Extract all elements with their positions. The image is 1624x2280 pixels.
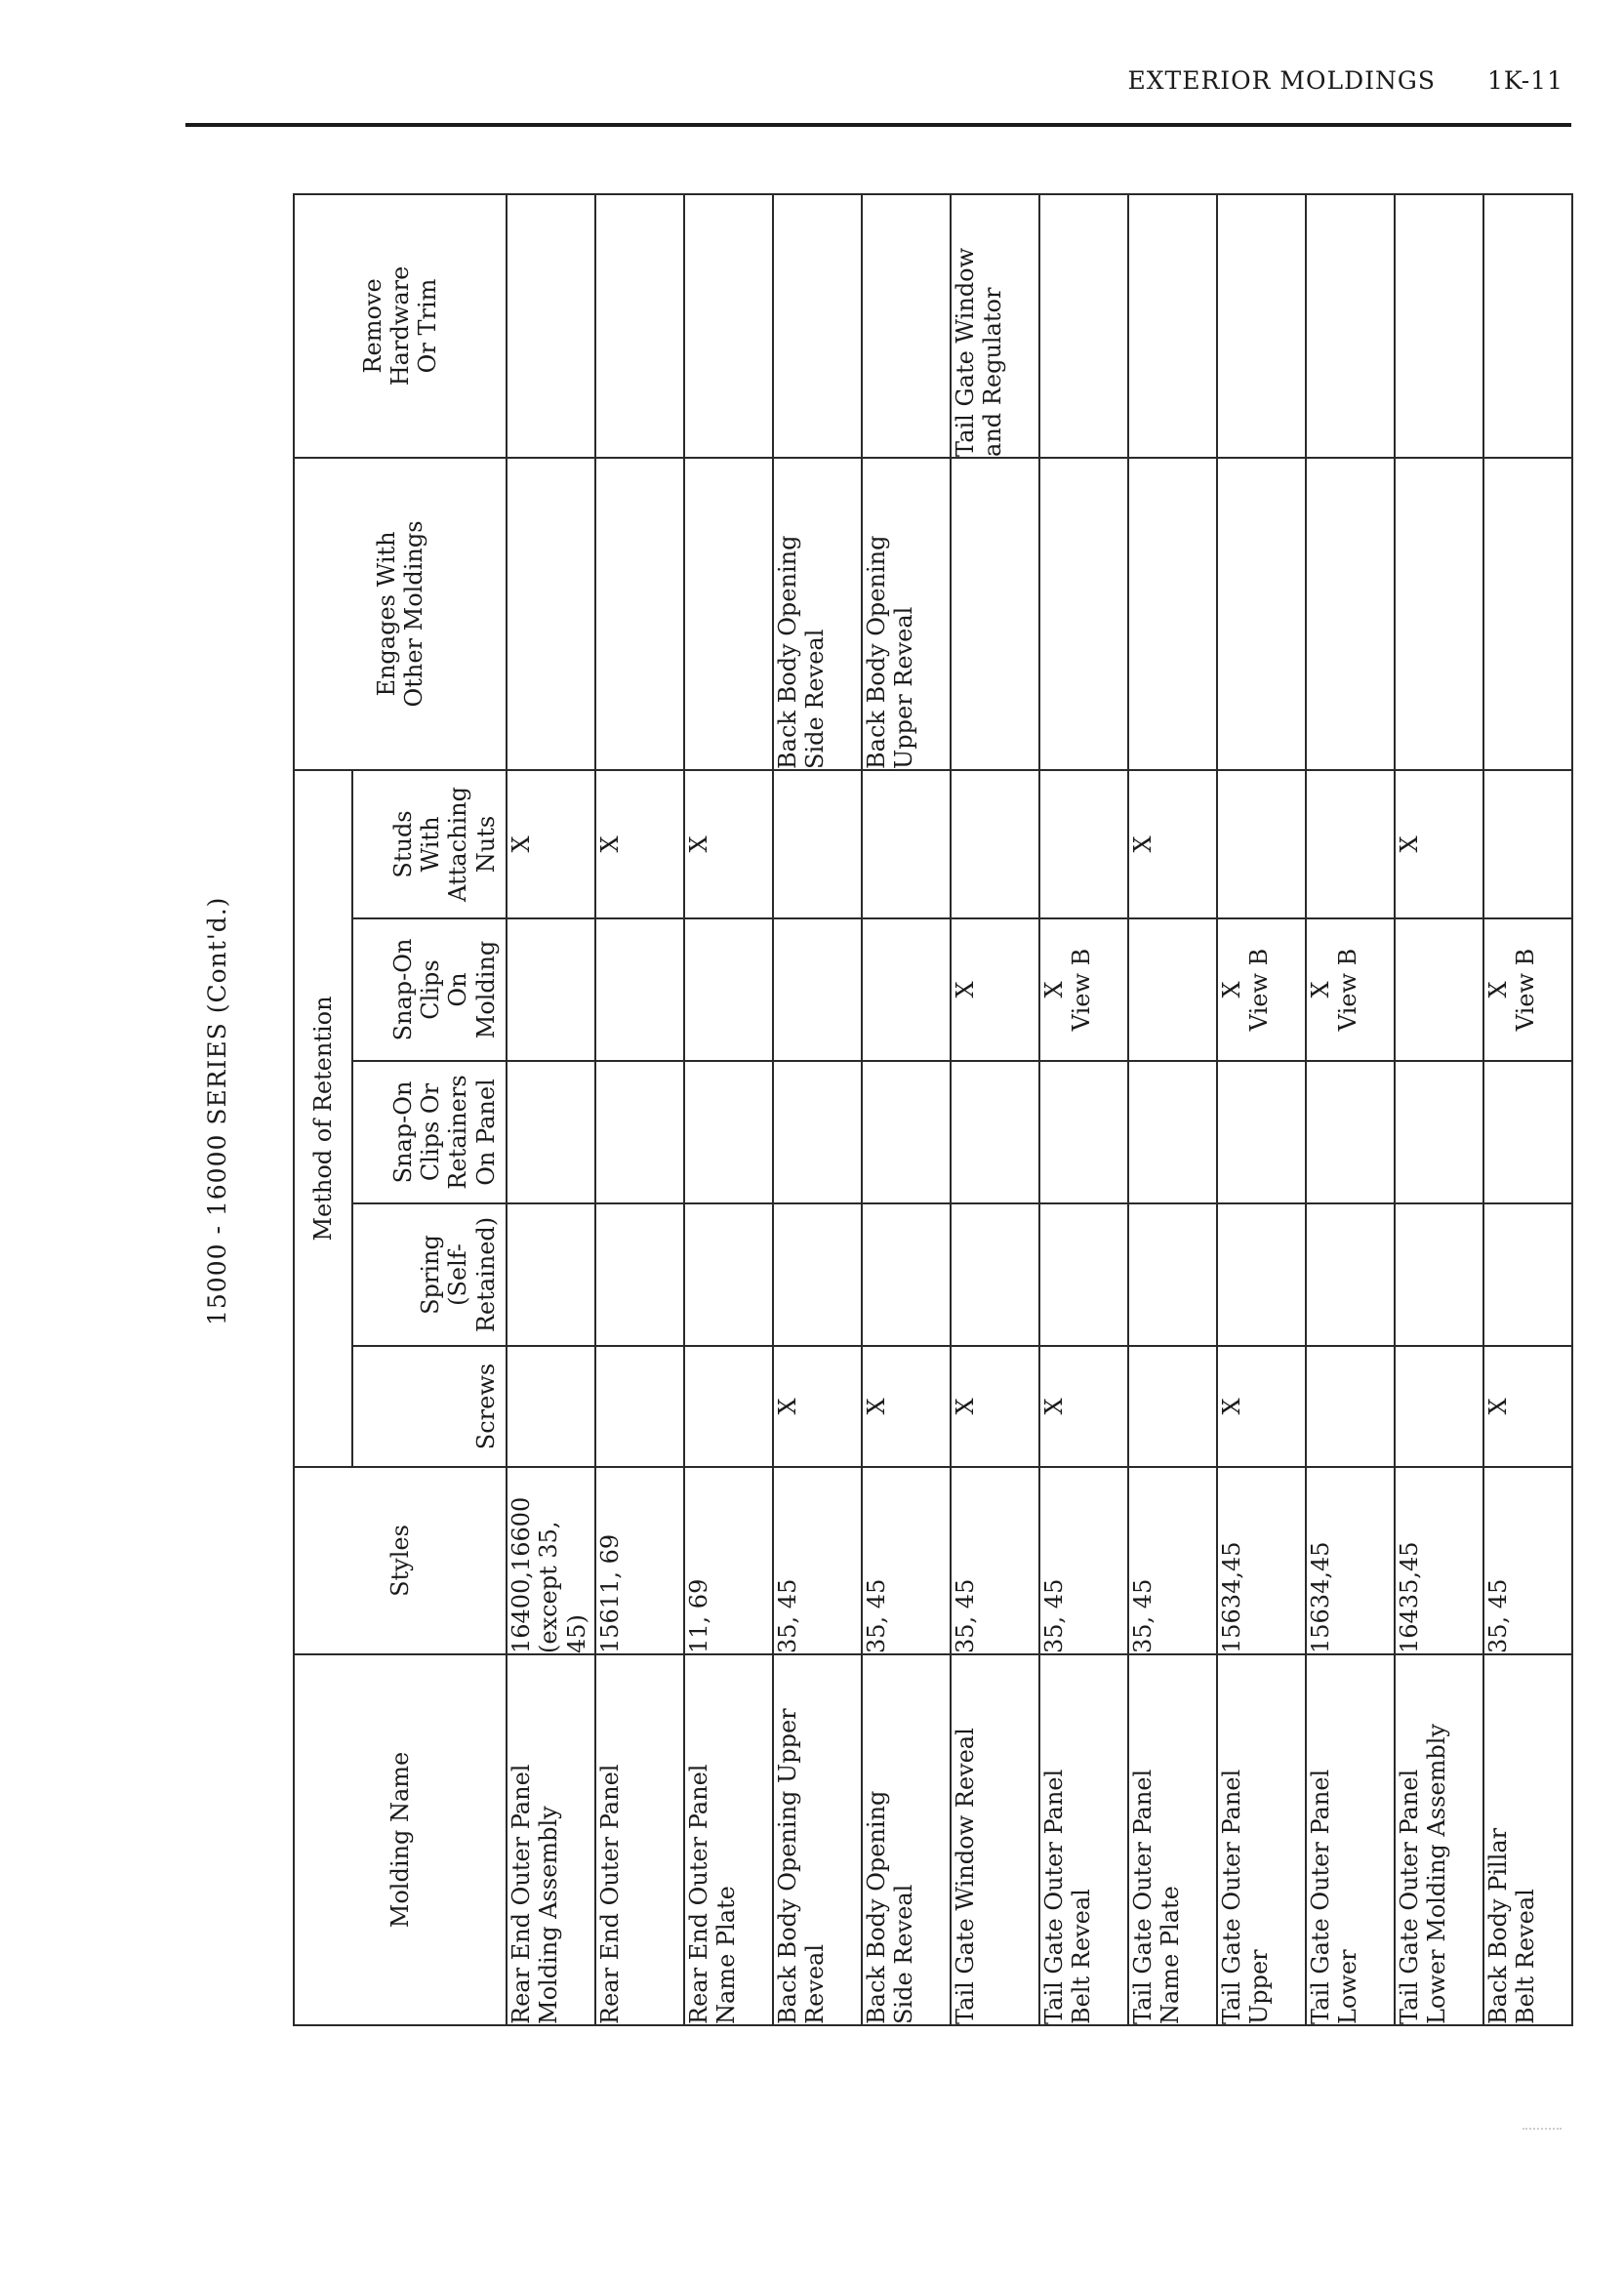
col-screws: Screws xyxy=(352,1346,507,1467)
snap-molding-line: X xyxy=(1218,981,1245,998)
remove-cell xyxy=(773,194,862,458)
snap-molding-cell xyxy=(1039,918,1128,1061)
screws-cell xyxy=(951,1346,1039,1467)
table-row xyxy=(773,194,862,2025)
remove-cell xyxy=(507,194,595,458)
snap-molding-cell xyxy=(1306,918,1395,1061)
col-studs-line: Nuts xyxy=(471,815,500,874)
snap-molding-line: X xyxy=(1040,981,1068,998)
section-title: EXTERIOR MOLDINGS xyxy=(1127,66,1437,95)
name-line: Tail Gate Outer Panel xyxy=(1218,1769,1245,2024)
remove-line: and Regulator xyxy=(979,287,1007,457)
snap-panel-cell xyxy=(1395,1061,1483,1203)
table-row xyxy=(1039,194,1128,2025)
col-snap-molding-line: Clips xyxy=(417,959,445,1020)
name-line: Back Body Pillar xyxy=(1484,1827,1512,2024)
table-row xyxy=(1306,194,1395,2025)
name-line: Lower Molding Assembly xyxy=(1423,1724,1451,2024)
spring-cell xyxy=(951,1203,1039,1346)
styles-line: 15611, 69 xyxy=(596,1533,624,1653)
molding-name-cell xyxy=(1306,1654,1395,2025)
table-row xyxy=(1395,194,1483,2025)
col-engages xyxy=(294,458,507,770)
molding-name-cell xyxy=(1395,1654,1483,2025)
spring-cell xyxy=(773,1203,862,1346)
molding-name-cell xyxy=(773,1654,862,2025)
remove-cell xyxy=(951,194,1039,458)
name-line: Back Body Opening Upper xyxy=(774,1708,801,2024)
engages-cell xyxy=(1483,458,1572,770)
molding-name-cell xyxy=(1128,1654,1217,2025)
styles-line: 15634,45 xyxy=(1307,1541,1334,1653)
col-studs-line: Attaching xyxy=(444,787,472,902)
studs-mark: X xyxy=(508,835,535,853)
col-engages-line: Other Moldings xyxy=(400,520,427,708)
col-spring-line: Spring xyxy=(417,1235,445,1315)
table-row xyxy=(507,194,595,2025)
rotated-content xyxy=(195,195,1573,2026)
col-studs xyxy=(352,770,507,918)
styles-line: 11, 69 xyxy=(685,1578,712,1653)
studs-mark: X xyxy=(685,835,712,853)
styles-line: (except 35, xyxy=(535,1521,563,1653)
snap-panel-cell xyxy=(773,1061,862,1203)
screws-mark: X xyxy=(1484,1398,1512,1415)
col-remove xyxy=(294,194,507,458)
col-engages-line: Engages With xyxy=(372,531,400,697)
snap-molding-line: View B xyxy=(1245,948,1274,1032)
engages-line: Side Reveal xyxy=(801,629,830,769)
screws-cell xyxy=(1306,1346,1395,1467)
spring-cell xyxy=(1483,1203,1572,1346)
name-line: Rear End Outer Panel xyxy=(596,1764,624,2024)
col-spring-line: Retained) xyxy=(471,1216,500,1333)
molding-name-cell xyxy=(507,1654,595,2025)
styles-line: 35, 45 xyxy=(952,1578,979,1653)
screws-cell xyxy=(1128,1346,1217,1467)
snap-molding-cell xyxy=(862,918,951,1061)
remove-cell xyxy=(1128,194,1217,458)
spring-cell xyxy=(1039,1203,1128,1346)
molding-name-cell xyxy=(951,1654,1039,2025)
col-snap-panel-line: Snap-On xyxy=(388,1080,417,1184)
table-row xyxy=(1483,194,1572,2025)
snap-panel-cell xyxy=(1483,1061,1572,1203)
remove-cell xyxy=(1306,194,1395,458)
studs-cell xyxy=(684,770,773,918)
engages-cell xyxy=(951,458,1039,770)
snap-molding-line: View B xyxy=(1512,948,1540,1032)
styles-line: 35, 45 xyxy=(774,1578,801,1653)
spring-cell xyxy=(862,1203,951,1346)
spring-cell xyxy=(1395,1203,1483,1346)
snap-molding-cell xyxy=(1128,918,1217,1061)
snap-panel-cell xyxy=(684,1061,773,1203)
col-snap-panel xyxy=(352,1061,507,1203)
running-head xyxy=(1127,66,1563,95)
screws-mark: X xyxy=(1040,1398,1068,1415)
table-row xyxy=(595,194,684,2025)
studs-cell xyxy=(1306,770,1395,918)
snap-molding-cell xyxy=(1395,918,1483,1061)
snap-molding-cell xyxy=(595,918,684,1061)
styles-line: 16400,16600 xyxy=(508,1496,535,1653)
styles-cell xyxy=(1217,1467,1306,1654)
name-line: Tail Gate Window Reveal xyxy=(952,1728,979,2024)
snap-molding-cell xyxy=(951,918,1039,1061)
name-line: Tail Gate Outer Panel xyxy=(1129,1769,1157,2024)
studs-cell xyxy=(1483,770,1572,918)
name-line: Side Reveal xyxy=(890,1884,918,2024)
remove-cell xyxy=(862,194,951,458)
styles-cell xyxy=(507,1467,595,1654)
col-remove-line: Or Trim xyxy=(414,278,442,374)
col-snap-molding xyxy=(352,918,507,1061)
screws-cell xyxy=(1039,1346,1128,1467)
snap-panel-cell xyxy=(1128,1061,1217,1203)
engages-cell xyxy=(595,458,684,770)
snap-molding-line: View B xyxy=(1334,948,1362,1032)
col-spring-line: (Self- xyxy=(444,1243,472,1306)
name-line: Molding Assembly xyxy=(535,1806,563,2024)
molding-name-cell xyxy=(684,1654,773,2025)
snap-molding-line: X xyxy=(1484,981,1512,998)
snap-molding-line: X xyxy=(1307,981,1334,998)
remove-cell xyxy=(1483,194,1572,458)
styles-cell xyxy=(773,1467,862,1654)
name-line: Tail Gate Outer Panel xyxy=(1307,1769,1334,2024)
snap-molding-cell xyxy=(1217,918,1306,1061)
name-line: Belt Reveal xyxy=(1068,1889,1096,2024)
col-spring xyxy=(352,1203,507,1346)
retention-table xyxy=(293,193,1573,2026)
col-method-of-retention: Method of Retention xyxy=(294,770,352,1467)
screws-cell xyxy=(507,1346,595,1467)
name-line: Rear End Outer Panel xyxy=(508,1764,535,2024)
screws-mark: X xyxy=(952,1398,979,1415)
col-snap-molding-line: On xyxy=(444,972,472,1007)
molding-name-cell xyxy=(1217,1654,1306,2025)
studs-cell xyxy=(595,770,684,918)
snap-panel-cell xyxy=(1039,1061,1128,1203)
styles-line: 15634,45 xyxy=(1218,1541,1245,1653)
engages-cell xyxy=(1128,458,1217,770)
name-line: Reveal xyxy=(801,1943,830,2024)
screws-cell xyxy=(1395,1346,1483,1467)
snap-molding-cell xyxy=(684,918,773,1061)
studs-mark: X xyxy=(1396,835,1423,853)
snap-panel-cell xyxy=(951,1061,1039,1203)
styles-cell xyxy=(684,1467,773,1654)
studs-mark: X xyxy=(596,835,624,853)
page-number: 1K-11 xyxy=(1486,66,1563,95)
remove-line: Tail Gate Window xyxy=(952,247,979,457)
studs-cell xyxy=(507,770,595,918)
studs-cell xyxy=(773,770,862,918)
snap-panel-cell xyxy=(862,1061,951,1203)
engages-cell xyxy=(773,458,862,770)
molding-name-cell xyxy=(1039,1654,1128,2025)
studs-cell xyxy=(1217,770,1306,918)
screws-cell xyxy=(1217,1346,1306,1467)
table-row xyxy=(1217,194,1306,2025)
name-line: Name Plate xyxy=(712,1886,741,2024)
col-snap-panel-line: Retainers xyxy=(444,1075,472,1190)
table-row xyxy=(684,194,773,2025)
col-remove-line: Hardware xyxy=(386,265,414,387)
table-row xyxy=(1128,194,1217,2025)
studs-cell xyxy=(862,770,951,918)
styles-line: 35, 45 xyxy=(1040,1578,1068,1653)
styles-cell xyxy=(1483,1467,1572,1654)
engages-cell xyxy=(1306,458,1395,770)
styles-cell xyxy=(1306,1467,1395,1654)
col-snap-molding-line: Molding xyxy=(471,940,500,1039)
engages-cell xyxy=(684,458,773,770)
spring-cell xyxy=(1217,1203,1306,1346)
name-line: Lower xyxy=(1334,1949,1362,2024)
col-studs-line: With xyxy=(417,816,445,873)
styles-line: 35, 45 xyxy=(1484,1578,1512,1653)
name-line: Tail Gate Outer Panel xyxy=(1396,1769,1423,2024)
name-line: Name Plate xyxy=(1157,1886,1185,2024)
snap-molding-cell xyxy=(507,918,595,1061)
name-line: Rear End Outer Panel xyxy=(685,1764,712,2024)
snap-panel-cell xyxy=(1217,1061,1306,1203)
snap-molding-cell xyxy=(1483,918,1572,1061)
header-rule xyxy=(185,123,1571,127)
series-title: 15000 - 16000 SERIES (Cont'd.) xyxy=(203,896,231,1325)
name-line: Tail Gate Outer Panel xyxy=(1040,1769,1068,2024)
styles-cell xyxy=(1039,1467,1128,1654)
spring-cell xyxy=(1306,1203,1395,1346)
engages-line: Back Body Opening xyxy=(774,535,801,769)
name-line: Upper xyxy=(1245,1949,1274,2024)
table-row xyxy=(862,194,951,2025)
engages-cell xyxy=(507,458,595,770)
spring-cell xyxy=(595,1203,684,1346)
screws-cell xyxy=(862,1346,951,1467)
studs-mark: X xyxy=(1129,835,1157,853)
styles-cell xyxy=(1128,1467,1217,1654)
remove-cell xyxy=(595,194,684,458)
snap-molding-line: View B xyxy=(1068,948,1096,1032)
styles-line: 35, 45 xyxy=(863,1578,890,1653)
col-remove-line: Remove xyxy=(358,278,386,374)
molding-name-cell xyxy=(1483,1654,1572,2025)
engages-cell xyxy=(862,458,951,770)
styles-line: 16435,45 xyxy=(1396,1541,1423,1653)
studs-cell xyxy=(1395,770,1483,918)
screws-mark: X xyxy=(1218,1398,1245,1415)
remove-cell xyxy=(684,194,773,458)
remove-cell xyxy=(1039,194,1128,458)
name-line: Back Body Opening xyxy=(863,1790,890,2024)
molding-name-cell xyxy=(595,1654,684,2025)
col-snap-panel-line: Clips Or xyxy=(417,1082,445,1182)
engages-cell xyxy=(1395,458,1483,770)
col-styles: Styles xyxy=(294,1467,507,1654)
styles-line: 45) xyxy=(562,1614,590,1653)
name-line: Belt Reveal xyxy=(1512,1889,1540,2024)
screws-mark: X xyxy=(863,1398,890,1415)
scan-artifact xyxy=(1522,2128,1562,2132)
screws-cell xyxy=(773,1346,862,1467)
engages-cell xyxy=(1217,458,1306,770)
screws-cell xyxy=(684,1346,773,1467)
styles-line: 35, 45 xyxy=(1129,1578,1157,1653)
studs-cell xyxy=(951,770,1039,918)
studs-cell xyxy=(1039,770,1128,918)
styles-cell xyxy=(862,1467,951,1654)
spring-cell xyxy=(507,1203,595,1346)
spring-cell xyxy=(1128,1203,1217,1346)
snap-panel-cell xyxy=(507,1061,595,1203)
table-row xyxy=(951,194,1039,2025)
screws-cell xyxy=(1483,1346,1572,1467)
molding-name-cell xyxy=(862,1654,951,2025)
engages-line: Back Body Opening xyxy=(863,535,890,769)
snap-molding-line: X xyxy=(952,981,979,998)
spring-cell xyxy=(684,1203,773,1346)
studs-cell xyxy=(1128,770,1217,918)
styles-cell xyxy=(1395,1467,1483,1654)
snap-molding-cell xyxy=(773,918,862,1061)
remove-cell xyxy=(1395,194,1483,458)
engages-line: Upper Reveal xyxy=(890,606,918,769)
col-snap-panel-line: On Panel xyxy=(471,1079,500,1186)
snap-panel-cell xyxy=(595,1061,684,1203)
styles-cell xyxy=(595,1467,684,1654)
styles-cell xyxy=(951,1467,1039,1654)
screws-cell xyxy=(595,1346,684,1467)
engages-cell xyxy=(1039,458,1128,770)
col-molding-name: Molding Name xyxy=(294,1654,507,2025)
col-studs-line: Studs xyxy=(388,810,417,878)
snap-panel-cell xyxy=(1306,1061,1395,1203)
remove-cell xyxy=(1217,194,1306,458)
col-snap-molding-line: Snap-On xyxy=(388,938,417,1041)
screws-mark: X xyxy=(774,1398,801,1415)
